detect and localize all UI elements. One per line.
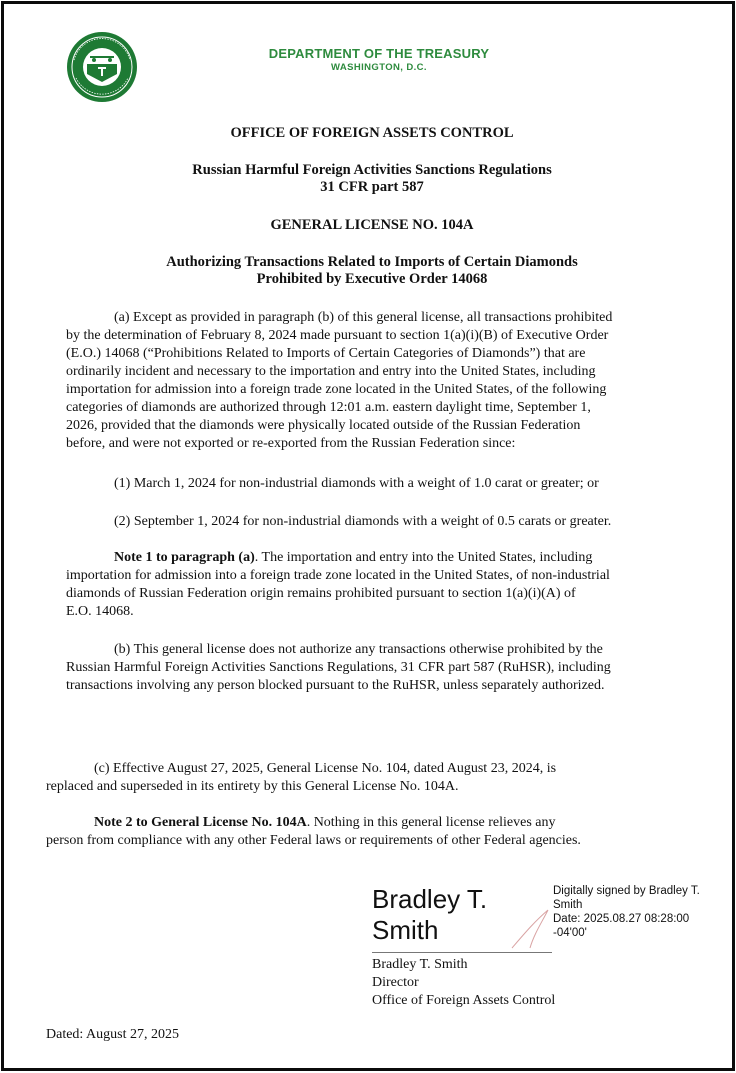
note-1-line: diamonds of Russian Federation origin remains prohibited pursuant to section 1(a)(i)(A) of <box>66 586 576 601</box>
subject-title <box>44 254 700 288</box>
item-1: (1) March 1, 2024 for non-industrial diamonds with a weight of 1.0 carat or greater; or <box>114 476 599 491</box>
digital-signature-line: Smith <box>553 899 583 911</box>
department-city: WASHINGTON, D.C. <box>331 62 427 73</box>
signer-block <box>372 956 555 1010</box>
signature-name <box>372 884 487 946</box>
note-1 <box>66 549 706 621</box>
note-1-label: Note 1 to paragraph (a) <box>114 550 255 565</box>
note-2-line: person from compliance with any other Federal laws or requirements of other Federal agencies. <box>46 833 581 848</box>
digital-signature-line: -04'00' <box>553 927 587 939</box>
note-1-line: importation for admission into a foreign trade zone located in the United States, of non-industrial <box>66 568 610 583</box>
paragraph-a-line: ordinarily incident and necessary to the importation and entry into the United States, including <box>66 364 596 379</box>
note-1-line: E.O. 14068. <box>66 604 134 619</box>
regulation-line-1: Russian Harmful Foreign Activities Sanctions Regulations <box>192 162 552 178</box>
paragraph-a-line: (a) Except as provided in paragraph (b) of this general license, all transactions prohibited <box>114 310 613 325</box>
signature-name-line-1: Bradley T. <box>372 884 488 914</box>
digital-signature-line: Digitally signed by Bradley T. <box>553 885 700 897</box>
signer-title: Director <box>372 975 419 990</box>
regulation-line-2: 31 CFR part 587 <box>320 179 424 195</box>
department-name: DEPARTMENT OF THE TREASURY <box>268 46 490 61</box>
office-title: OFFICE OF FOREIGN ASSETS CONTROL <box>230 125 514 141</box>
department-header <box>164 46 594 73</box>
paragraph-b-line: transactions involving any person blocked pursuant to the RuHSR, unless separately authorized. <box>66 678 605 693</box>
paragraph-c <box>46 760 686 796</box>
subject-line-2: Prohibited by Executive Order 14068 <box>256 271 488 287</box>
paragraph-a-line: importation for admission into a foreign trade zone located in the United States, of the following <box>66 382 607 397</box>
paragraph-a-line: 2026, provided that the diamonds were physically located outside of the Russian Federation <box>66 418 581 433</box>
paragraph-a-line: by the determination of February 8, 2024 made pursuant to section 1(a)(i)(B) of Executive Order <box>66 328 609 343</box>
paragraph-c-line: (c) Effective August 27, 2025, General License No. 104, dated August 23, 2024, is <box>94 761 557 776</box>
dated-line: Dated: August 27, 2025 <box>46 1027 179 1042</box>
note-2 <box>46 814 686 850</box>
regulation-title <box>44 162 700 196</box>
digital-signature-line: Date: 2025.08.27 08:28:00 <box>553 913 690 925</box>
paragraph-b <box>66 641 706 695</box>
note-1-text: . The importation and entry into the United States, including <box>254 550 593 565</box>
signer-name: Bradley T. Smith <box>372 957 468 972</box>
digital-signature-info <box>553 884 700 940</box>
signer-office: Office of Foreign Assets Control <box>372 993 556 1008</box>
paragraph-a <box>66 309 706 453</box>
license-title: GENERAL LICENSE NO. 104A <box>270 217 474 233</box>
item-2: (2) September 1, 2024 for non-industrial diamonds with a weight of 0.5 carats or greater. <box>114 514 612 529</box>
note-2-label: Note 2 to General License No. 104A <box>94 815 307 830</box>
document-page <box>1 1 735 1071</box>
subject-line-1: Authorizing Transactions Related to Imports of Certain Diamonds <box>166 254 578 270</box>
paragraph-a-line: categories of diamonds are authorized through 12:01 a.m. eastern daylight time, September 1, <box>66 400 591 415</box>
paragraph-a-line: (E.O.) 14068 (“Prohibitions Related to Imports of Certain Categories of Diamonds”) that are <box>66 346 586 361</box>
treasury-seal-icon <box>60 30 144 104</box>
paragraph-b-line: Russian Harmful Foreign Activities Sanctions Regulations, 31 CFR part 587 (RuHSR), including <box>66 660 611 675</box>
signature-name-line-2: Smith <box>372 915 439 945</box>
note-2-text: . Nothing in this general license relieves any <box>306 815 556 830</box>
paragraph-c-line: replaced and superseded in its entirety by this General License No. 104A. <box>46 779 459 794</box>
paragraph-a-line: before, and were not exported or re-exported from the Russian Federation since: <box>66 436 516 451</box>
paragraph-b-line: (b) This general license does not authorize any transactions otherwise prohibited by the <box>114 642 603 657</box>
signature-line <box>372 952 552 953</box>
